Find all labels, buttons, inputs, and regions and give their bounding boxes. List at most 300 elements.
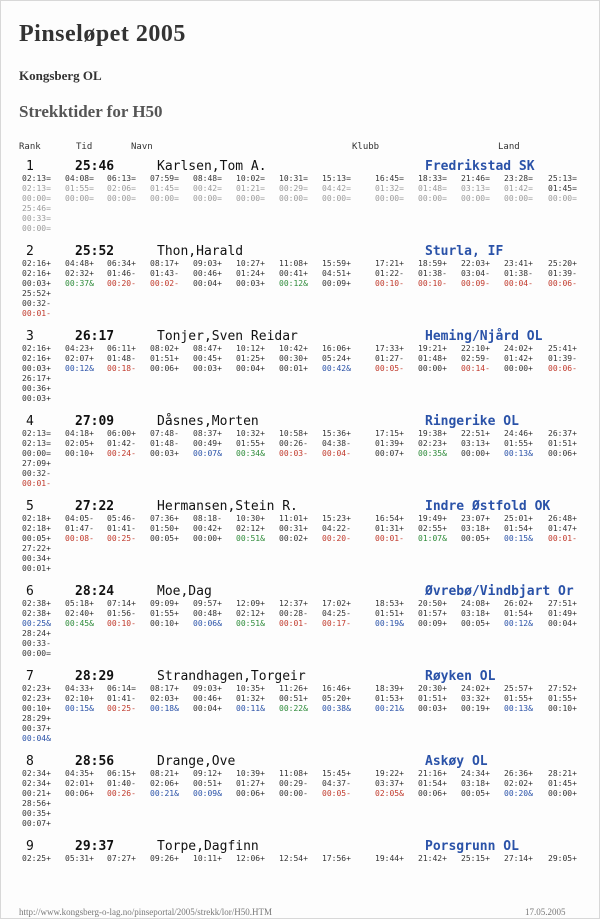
split-time: 00:42+ <box>193 524 222 533</box>
split-time: 10:42+ <box>279 344 308 353</box>
split-time: 00:10- <box>375 279 404 288</box>
split-time: 00:03+ <box>193 364 222 373</box>
runner-club: Askøy OL <box>425 754 488 769</box>
runner-rank: 4 <box>26 414 34 429</box>
split-time: 02:40+ <box>65 609 94 618</box>
split-time: 04:33+ <box>65 684 94 693</box>
split-time: 26:17+ <box>22 374 51 383</box>
split-time: 01:45= <box>548 184 577 193</box>
split-time: 00:10- <box>418 279 447 288</box>
split-time: 02:06+ <box>150 779 179 788</box>
split-time: 19:22+ <box>375 769 404 778</box>
split-time: 08:17+ <box>150 684 179 693</box>
split-time: 01:57+ <box>418 609 447 618</box>
split-row <box>22 204 592 214</box>
split-time: 00:00+ <box>548 789 577 798</box>
split-time: 01:39- <box>548 354 577 363</box>
split-time: 00:35& <box>418 449 447 458</box>
split-time: 19:21+ <box>418 344 447 353</box>
split-row <box>22 394 592 404</box>
split-time: 00:18- <box>107 364 136 373</box>
header-country: Land <box>498 142 520 152</box>
split-time: 00:32- <box>22 469 51 478</box>
split-time: 09:03+ <box>193 684 222 693</box>
runner-time: 27:09 <box>75 414 115 429</box>
split-time: 12:37+ <box>279 599 308 608</box>
split-row <box>22 269 592 279</box>
runner-club: Indre Østfold OK <box>425 499 551 514</box>
split-time: 03:18+ <box>461 524 490 533</box>
runner-name: Karlsen,Tom A. <box>157 159 267 174</box>
split-time: 00:00+ <box>504 364 533 373</box>
split-row <box>22 354 592 364</box>
split-time: 09:26+ <box>150 854 179 863</box>
split-time: 22:51+ <box>461 429 490 438</box>
runner-rank: 6 <box>26 584 34 599</box>
split-time: 03:04- <box>461 269 490 278</box>
split-time: 01:21= <box>236 184 265 193</box>
split-time: 06:34+ <box>107 259 136 268</box>
split-time: 00:09& <box>193 789 222 798</box>
split-time: 12:09+ <box>236 599 265 608</box>
split-time: 00:51+ <box>193 779 222 788</box>
split-row <box>22 299 592 309</box>
split-time: 00:06& <box>193 619 222 628</box>
split-time: 12:54+ <box>279 854 308 863</box>
split-time: 00:04- <box>504 279 533 288</box>
split-time: 25:41+ <box>548 344 577 353</box>
split-time: 12:06+ <box>236 854 265 863</box>
split-row <box>22 629 592 639</box>
runner-club: Porsgrunn OL <box>425 839 519 854</box>
runner-rank: 5 <box>26 499 34 514</box>
split-row <box>22 174 592 184</box>
split-time: 00:20- <box>107 279 136 288</box>
runner-name: Drange,Ove <box>157 754 236 769</box>
split-time: 21:46= <box>461 174 490 183</box>
split-time: 27:22+ <box>22 544 51 553</box>
split-table <box>22 344 592 404</box>
split-time: 01:48+ <box>418 354 447 363</box>
runner-rank: 3 <box>26 329 34 344</box>
split-time: 00:06+ <box>548 449 577 458</box>
split-time: 01:40- <box>107 779 136 788</box>
split-time: 01:48= <box>418 184 447 193</box>
split-time: 02:13= <box>22 174 51 183</box>
split-time: 08:37+ <box>193 429 222 438</box>
split-time: 00:07& <box>193 449 222 458</box>
split-time: 08:18- <box>193 514 222 523</box>
split-time: 02:13= <box>22 184 51 193</box>
split-time: 02:18+ <box>22 514 51 523</box>
split-time: 08:48= <box>193 174 222 183</box>
split-time: 00:37+ <box>22 724 51 733</box>
split-time: 00:29- <box>279 779 308 788</box>
split-time: 23:41+ <box>504 259 533 268</box>
split-time: 01:32+ <box>236 694 265 703</box>
split-time: 00:06+ <box>418 789 447 798</box>
split-time: 00:02+ <box>279 534 308 543</box>
split-time: 00:03- <box>279 449 308 458</box>
split-row <box>22 714 592 724</box>
split-time: 01:47- <box>65 524 94 533</box>
split-time: 00:02- <box>150 279 179 288</box>
runner-time: 28:24 <box>75 584 115 599</box>
header-club: Klubb <box>352 142 380 152</box>
split-row <box>22 789 592 799</box>
split-time: 00:06- <box>548 364 577 373</box>
runner-time: 25:46 <box>75 159 115 174</box>
split-time: 07:48- <box>150 429 179 438</box>
split-time: 25:52+ <box>22 289 51 298</box>
split-time: 01:45+ <box>548 779 577 788</box>
split-time: 04:05- <box>65 514 94 523</box>
split-time: 00:13& <box>504 449 533 458</box>
split-time: 02:05+ <box>65 439 94 448</box>
split-time: 01:31+ <box>375 524 404 533</box>
organizer-club: Kongsberg OL <box>19 68 102 83</box>
split-time: 00:03+ <box>22 394 51 403</box>
split-time: 00:03+ <box>236 279 265 288</box>
split-time: 10:32+ <box>236 429 265 438</box>
split-time: 00:06- <box>548 279 577 288</box>
split-time: 00:04+ <box>193 279 222 288</box>
split-time: 01:50+ <box>150 524 179 533</box>
split-time: 00:21+ <box>22 789 51 798</box>
split-time: 00:03+ <box>22 279 51 288</box>
split-time: 00:34& <box>236 449 265 458</box>
split-time: 00:03+ <box>150 449 179 458</box>
split-time: 00:06+ <box>65 789 94 798</box>
split-time: 00:17- <box>322 619 351 628</box>
split-time: 00:31+ <box>279 524 308 533</box>
split-time: 01:56- <box>107 609 136 618</box>
split-time: 26:02+ <box>504 599 533 608</box>
split-time: 00:01- <box>22 309 51 318</box>
runner-name: Torpe,Dagfinn <box>157 839 259 854</box>
split-time: 00:37& <box>65 279 94 288</box>
split-time: 17:15+ <box>375 429 404 438</box>
split-time: 06:15+ <box>107 769 136 778</box>
split-time: 04:22- <box>322 524 351 533</box>
split-time: 03:18+ <box>461 609 490 618</box>
split-time: 02:34+ <box>22 769 51 778</box>
split-time: 00:00= <box>375 194 404 203</box>
split-time: 00:11& <box>236 704 265 713</box>
split-time: 03:37+ <box>375 779 404 788</box>
split-time: 02:25+ <box>22 854 51 863</box>
runner-rank: 8 <box>26 754 34 769</box>
split-time: 19:38+ <box>418 429 447 438</box>
split-time: 00:13& <box>504 704 533 713</box>
split-time: 00:10+ <box>150 619 179 628</box>
split-time: 15:13= <box>322 174 351 183</box>
split-time: 01:42= <box>504 184 533 193</box>
split-time: 00:12& <box>279 279 308 288</box>
split-time: 00:05+ <box>461 619 490 628</box>
split-time: 00:46+ <box>193 694 222 703</box>
split-row <box>22 649 592 659</box>
split-time: 00:49+ <box>193 439 222 448</box>
split-time: 08:47+ <box>193 344 222 353</box>
split-time: 00:00- <box>279 789 308 798</box>
split-time: 24:46+ <box>504 429 533 438</box>
split-time: 08:21+ <box>150 769 179 778</box>
split-time: 00:01- <box>548 534 577 543</box>
split-row <box>22 514 592 524</box>
split-row <box>22 854 592 864</box>
split-time: 09:03+ <box>193 259 222 268</box>
split-row <box>22 704 592 714</box>
split-time: 01:27+ <box>236 779 265 788</box>
split-time: 15:23+ <box>322 514 351 523</box>
split-time: 02:38+ <box>22 599 51 608</box>
split-time: 00:18& <box>150 704 179 713</box>
split-time: 00:42= <box>193 184 222 193</box>
split-row <box>22 439 592 449</box>
split-time: 00:00= <box>461 194 490 203</box>
split-time: 04:48+ <box>65 259 94 268</box>
split-row <box>22 779 592 789</box>
split-time: 03:32+ <box>461 694 490 703</box>
split-table <box>22 684 592 744</box>
split-time: 02:16+ <box>22 269 51 278</box>
split-time: 00:24- <box>107 449 136 458</box>
split-time: 00:07+ <box>375 449 404 458</box>
split-time: 00:45& <box>65 619 94 628</box>
split-time: 28:24+ <box>22 629 51 638</box>
split-time: 18:53+ <box>375 599 404 608</box>
split-time: 00:45+ <box>193 354 222 363</box>
split-time: 02:32+ <box>65 269 94 278</box>
split-time: 01:47+ <box>548 524 577 533</box>
split-time: 01:39+ <box>375 439 404 448</box>
runner-rank: 1 <box>26 159 34 174</box>
split-row <box>22 639 592 649</box>
split-time: 00:25- <box>107 704 136 713</box>
split-time: 02:23+ <box>418 439 447 448</box>
split-time: 24:02+ <box>504 344 533 353</box>
split-row <box>22 799 592 809</box>
page-title: Pinseløpet 2005 <box>19 21 186 47</box>
split-time: 01:53+ <box>375 694 404 703</box>
split-time: 00:04+ <box>548 619 577 628</box>
split-time: 11:08+ <box>279 769 308 778</box>
split-row <box>22 194 592 204</box>
split-time: 04:42= <box>322 184 351 193</box>
split-time: 02:18+ <box>22 524 51 533</box>
split-time: 01:42- <box>107 439 136 448</box>
split-time: 01:07& <box>418 534 447 543</box>
split-time: 01:54+ <box>418 779 447 788</box>
split-time: 10:12+ <box>236 344 265 353</box>
split-time: 09:12+ <box>193 769 222 778</box>
split-time: 18:33= <box>418 174 447 183</box>
split-time: 00:14- <box>461 364 490 373</box>
split-time: 00:12& <box>504 619 533 628</box>
split-time: 00:01+ <box>279 364 308 373</box>
split-row <box>22 619 592 629</box>
split-time: 26:37+ <box>548 429 577 438</box>
split-time: 21:42+ <box>418 854 447 863</box>
split-time: 10:11+ <box>193 854 222 863</box>
split-time: 10:02= <box>236 174 265 183</box>
header-rank: Rank <box>19 142 41 152</box>
split-time: 00:00= <box>22 194 51 203</box>
split-time: 16:54+ <box>375 514 404 523</box>
split-time: 02:10+ <box>65 694 94 703</box>
split-row <box>22 184 592 194</box>
split-time: 00:41+ <box>279 269 308 278</box>
split-time: 01:24+ <box>236 269 265 278</box>
footer-date: 17.05.2005 <box>525 907 566 917</box>
split-time: 07:36+ <box>150 514 179 523</box>
split-row <box>22 599 592 609</box>
split-time: 01:54+ <box>504 609 533 618</box>
split-time: 01:32= <box>375 184 404 193</box>
split-row <box>22 684 592 694</box>
split-time: 00:01- <box>22 479 51 488</box>
split-time: 27:14+ <box>504 854 533 863</box>
runner-name: Moe,Dag <box>157 584 212 599</box>
split-time: 08:17+ <box>150 259 179 268</box>
split-time: 00:00= <box>548 194 577 203</box>
split-time: 15:59+ <box>322 259 351 268</box>
split-time: 00:19+ <box>461 704 490 713</box>
split-time: 25:13= <box>548 174 577 183</box>
runner-rank: 7 <box>26 669 34 684</box>
split-time: 01:48- <box>107 354 136 363</box>
split-time: 01:55+ <box>236 439 265 448</box>
split-time: 00:05+ <box>150 534 179 543</box>
split-time: 03:13+ <box>461 439 490 448</box>
split-time: 00:21& <box>375 704 404 713</box>
split-time: 16:06+ <box>322 344 351 353</box>
split-time: 04:25- <box>322 609 351 618</box>
runner-name: Thon,Harald <box>157 244 244 259</box>
split-time: 10:27+ <box>236 259 265 268</box>
split-time: 00:00= <box>504 194 533 203</box>
split-time: 00:00= <box>193 194 222 203</box>
split-time: 07:14+ <box>107 599 136 608</box>
split-time: 00:32- <box>22 299 51 308</box>
split-time: 02:12+ <box>236 609 265 618</box>
split-time: 09:09+ <box>150 599 179 608</box>
split-time: 01:55= <box>65 184 94 193</box>
split-time: 00:26- <box>107 789 136 798</box>
split-time: 23:07+ <box>461 514 490 523</box>
split-time: 00:00= <box>22 649 51 658</box>
split-time: 02:03+ <box>150 694 179 703</box>
split-time: 16:45= <box>375 174 404 183</box>
runner-name: Tonjer,Sven Reidar <box>157 329 298 344</box>
split-time: 00:09+ <box>322 279 351 288</box>
split-time: 02:16+ <box>22 354 51 363</box>
split-time: 05:20+ <box>322 694 351 703</box>
split-time: 02:01+ <box>65 779 94 788</box>
split-time: 24:08+ <box>461 599 490 608</box>
split-time: 01:48- <box>150 439 179 448</box>
runner-time: 28:29 <box>75 669 115 684</box>
split-time: 01:51+ <box>548 439 577 448</box>
split-time: 02:59- <box>461 354 490 363</box>
split-time: 28:21+ <box>548 769 577 778</box>
split-row <box>22 769 592 779</box>
runner-rank: 9 <box>26 839 34 854</box>
split-row <box>22 224 592 234</box>
footer-url: http://www.kongsberg-o-lag.no/pinseportal/2005/strekk/lor/H50.HTM <box>19 907 272 917</box>
split-time: 26:36+ <box>504 769 533 778</box>
split-time: 00:35+ <box>22 809 51 818</box>
split-time: 01:43- <box>150 269 179 278</box>
runner-name: Strandhagen,Torgeir <box>157 669 306 684</box>
split-time: 00:00= <box>107 194 136 203</box>
split-row <box>22 214 592 224</box>
split-table <box>22 259 592 319</box>
split-time: 03:18+ <box>461 779 490 788</box>
split-time: 00:51+ <box>279 694 308 703</box>
split-time: 27:51+ <box>548 599 577 608</box>
split-table <box>22 429 592 489</box>
split-time: 01:51+ <box>375 609 404 618</box>
split-time: 01:51+ <box>418 694 447 703</box>
split-time: 00:06+ <box>236 789 265 798</box>
split-time: 18:59+ <box>418 259 447 268</box>
split-row <box>22 694 592 704</box>
split-time: 05:24+ <box>322 354 351 363</box>
split-table <box>22 599 592 659</box>
split-time: 01:46- <box>107 269 136 278</box>
header-time: Tid <box>76 142 93 152</box>
split-time: 00:05- <box>375 364 404 373</box>
split-time: 19:44+ <box>375 854 404 863</box>
split-time: 00:25& <box>22 619 51 628</box>
split-time: 05:31+ <box>65 854 94 863</box>
split-time: 00:10+ <box>65 449 94 458</box>
runner-club: Røyken OL <box>425 669 496 684</box>
split-time: 02:23+ <box>22 694 51 703</box>
split-time: 04:08= <box>65 174 94 183</box>
split-time: 01:27- <box>375 354 404 363</box>
split-time: 00:00+ <box>193 534 222 543</box>
split-row <box>22 344 592 354</box>
split-time: 00:00= <box>418 194 447 203</box>
split-row <box>22 544 592 554</box>
split-time: 06:13= <box>107 174 136 183</box>
split-row <box>22 724 592 734</box>
runner-club: Sturla, IF <box>425 244 504 259</box>
split-time: 20:30+ <box>418 684 447 693</box>
split-time: 00:00+ <box>461 449 490 458</box>
split-row <box>22 479 592 489</box>
split-table <box>22 174 592 234</box>
runner-club: Ringerike OL <box>425 414 519 429</box>
runner-name: Hermansen,Stein R. <box>157 499 298 514</box>
split-time: 00:36+ <box>22 384 51 393</box>
split-table <box>22 514 592 574</box>
split-time: 18:39+ <box>375 684 404 693</box>
split-time: 01:51+ <box>150 354 179 363</box>
split-table <box>22 854 592 864</box>
split-row <box>22 384 592 394</box>
split-time: 04:23+ <box>65 344 94 353</box>
split-time: 07:27+ <box>107 854 136 863</box>
split-time: 02:38+ <box>22 609 51 618</box>
split-time: 00:09- <box>461 279 490 288</box>
split-time: 01:42+ <box>504 354 533 363</box>
split-time: 25:57+ <box>504 684 533 693</box>
split-row <box>22 309 592 319</box>
